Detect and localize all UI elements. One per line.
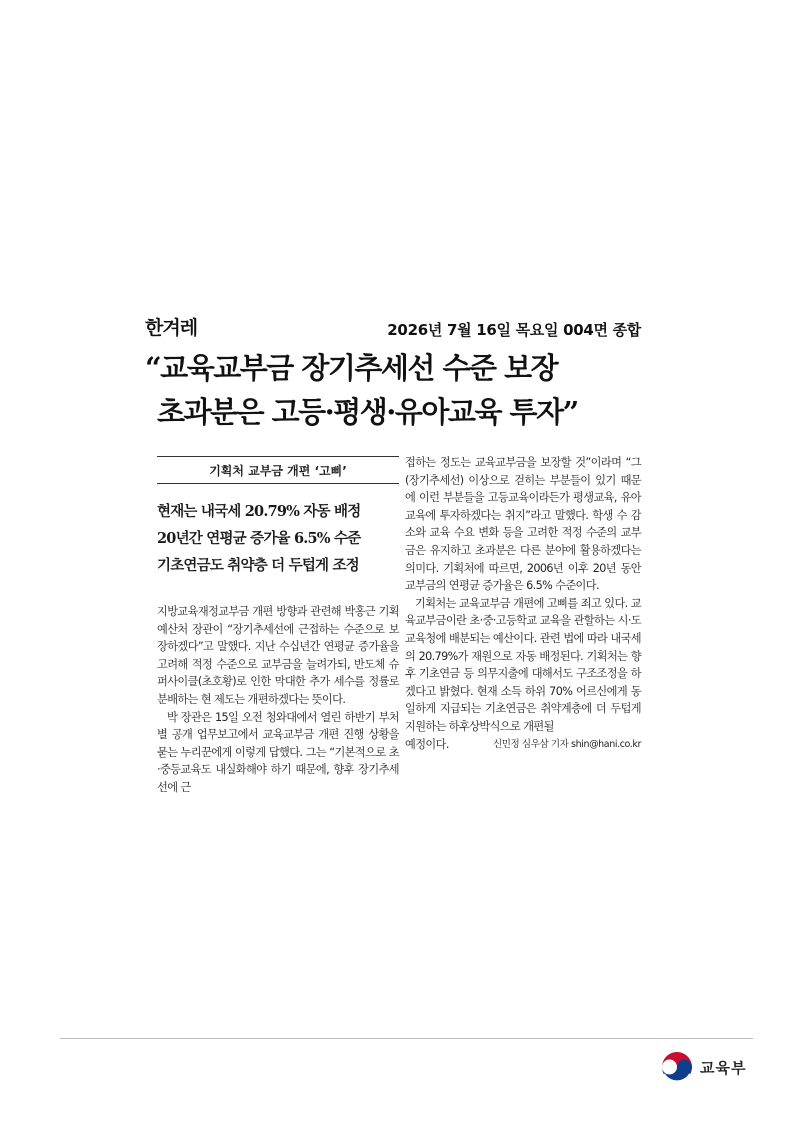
- byline: 신민정 심우삼 기자 shin@hani.co.kr: [492, 738, 641, 750]
- footer-divider: [60, 1038, 753, 1039]
- headline-line-2: 초과분은 고등·평생·유아교육 투자”: [157, 395, 578, 429]
- left-column: [157, 454, 399, 797]
- closing-text: 예정이다.: [405, 737, 449, 751]
- subheads: [157, 498, 399, 579]
- taegeuk-emblem-icon: [660, 1050, 694, 1084]
- ministry-logo: [660, 1050, 746, 1084]
- newspaper-logo: 한겨레: [145, 317, 198, 339]
- newspaper-clipping: [145, 314, 641, 834]
- kicker: 기획처 교부금 개편 ‘고삐’: [157, 456, 399, 484]
- ministry-name: 교육부: [700, 1058, 747, 1077]
- body-paragraph: 지방교육재정교부금 개편 방향과 관련해 박홍근 기획예산처 장관이 “장기추세선에 근접하는 수준으로 보장하겠다”고 말했다. 지난 수십년간 연평균 증가율을 고려해 적정 수준으로 교부금을 늘려가되, 반도체 슈퍼사이클(초호황)로 인한 막대한 추가 세수를 정률로 분배하는 현 제도는 개편하겠다는 뜻이다.: [157, 605, 399, 706]
- headline-line-1: “교육교부금 장기추세선 수준 보장: [145, 351, 558, 385]
- masthead: [145, 314, 641, 340]
- body-paragraph: 기획처는 교육교부금 개편에 고삐를 죄고 있다. 교육교부금이란 초·중·고등학교 교육을 관할하는 시·도 교육청에 배분되는 예산이다. 관련 법에 따라 내국세의 20.79%가 재원으로 자동 배정된다. 기획처는 향후 기초연금 등 의무지출에 대해서도 구조조정을 하겠다고 밝혔다. 현재 소득 하위 70% 어르신에게 동일하게 지급되는 기초연금은 취약계층에 더 두텁게 지원하는 하후상박식으로 개편될: [405, 596, 641, 733]
- right-column: [405, 454, 641, 753]
- article-columns: [145, 454, 641, 834]
- left-body: [157, 603, 399, 797]
- subhead: 20년간 연평균 증가율 6.5% 수준: [157, 530, 361, 547]
- body-paragraph: 접하는 정도는 교육교부금을 보장할 것”이라며 “그 (장기추세선) 이상으로 걷히는 부분들이 있기 때문에 이런 부분들을 고등교육이라든가 평생교육, 유아교육에 투자하겠다는 취지”라고 말했다. 학생 수 감소와 교육 수요 변화 등을 고려한 적정 수준의 교부금은 유지하고 초과분은 다른 분야에 활용하겠다는 의미다. 기획처에 따르면, 2006년 이후 20년 동안 교부금의 연평균 증가율은 6.5% 수준이다.: [405, 456, 641, 593]
- subhead: 현재는 내국세 20.79% 자동 배정: [157, 503, 361, 520]
- byline-row: [405, 736, 641, 754]
- headline: [145, 346, 641, 434]
- body-paragraph: 박 장관은 15일 오전 청와대에서 열린 하반기 부처별 공개 업무보고에서 교육교부금 개편 진행 상황을 묻는 누리꾼에게 이렇게 답했다. 그는 “기본적으로 초·중등교육도 내실화해야 하기 때문에, 향후 장기추세선에 근: [157, 710, 399, 794]
- dateline: 2026년 7월 16일 목요일 004면 종합: [387, 321, 641, 339]
- subhead: 기초연금도 취약층 더 두텁게 조정: [157, 557, 359, 574]
